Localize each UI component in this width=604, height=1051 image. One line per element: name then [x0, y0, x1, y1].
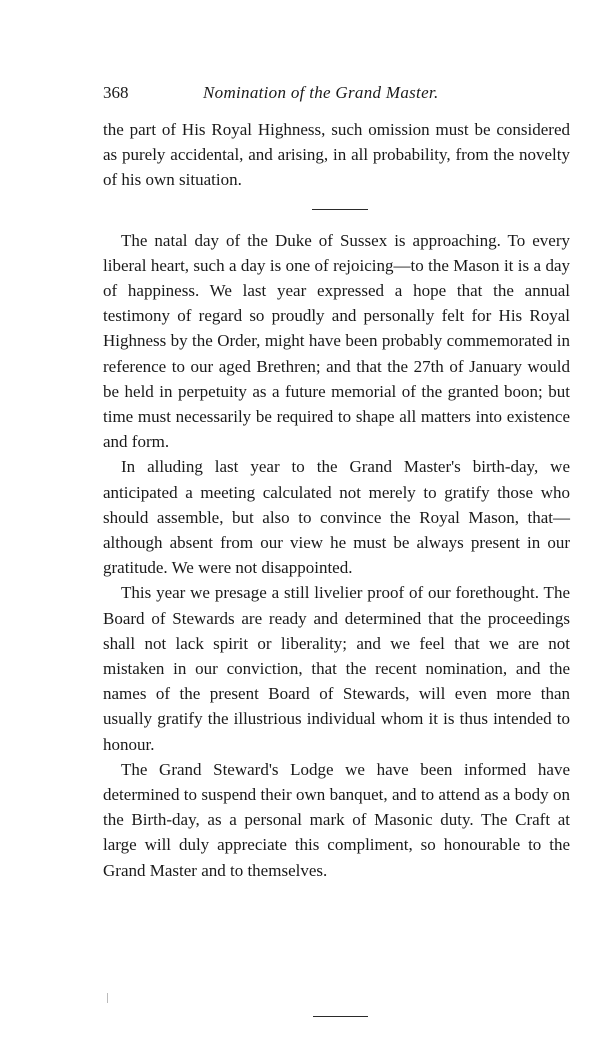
- section-gap: [103, 193, 570, 203]
- section-divider-rule: [312, 209, 368, 210]
- running-title: Nomination of the Grand Master.: [203, 83, 439, 102]
- margin-mark: [107, 993, 108, 1003]
- paragraph-continued: the part of His Royal Highness, such omission must be considered as purely accidental, and arising, in all probability, from the novelty of his own situation.: [103, 120, 570, 190]
- page-number: 368: [103, 83, 129, 102]
- end-divider-rule: [313, 1016, 368, 1017]
- paragraph: In alluding last year to the Grand Master's birth-day, we anticipated a meeting calculated not merely to gratify those who should assemble, but also to convince the Royal Mason, that—although absent from our view he must be always present in our gratitude. We were not disappointed.: [103, 457, 570, 578]
- paragraph: This year we presage a still livelier proof of our forethought. The Board of Stewards are ready and determined that the proceedings shall not lack spirit or liberality; and we feel that we are not mistaken in our conviction, that the recent nomination, and the names of the present Board of Stewards, will even more than usually gratify the illustrious individual whom it is thus intended to honour.: [103, 583, 570, 754]
- paragraph: The natal day of the Duke of Sussex is approaching. To every liberal heart, such a day is one of rejoicing—to the Mason it is a day of happiness. We last year expressed a hope that the annual testimony of regard so proudly and personally felt for His Royal Highness by the Order, might have been probably commemorated in reference to our aged Brethren; and that the 27th of January would be held in perpetuity as a future memorial of the granted boon; but time must necessarily be required to shape all matters into existence and form.: [103, 230, 570, 452]
- section-break-space: [103, 203, 570, 228]
- paragraph: The Grand Steward's Lodge we have been informed have determined to suspend their own banquet, and to attend as a body on the Birth-day, as a personal mark of Masonic duty. The Craft at large will duly appreciate this compliment, so honourable to the Grand Master and to themselves.: [103, 759, 570, 880]
- page-header: [103, 83, 569, 107]
- body-text: [103, 117, 570, 883]
